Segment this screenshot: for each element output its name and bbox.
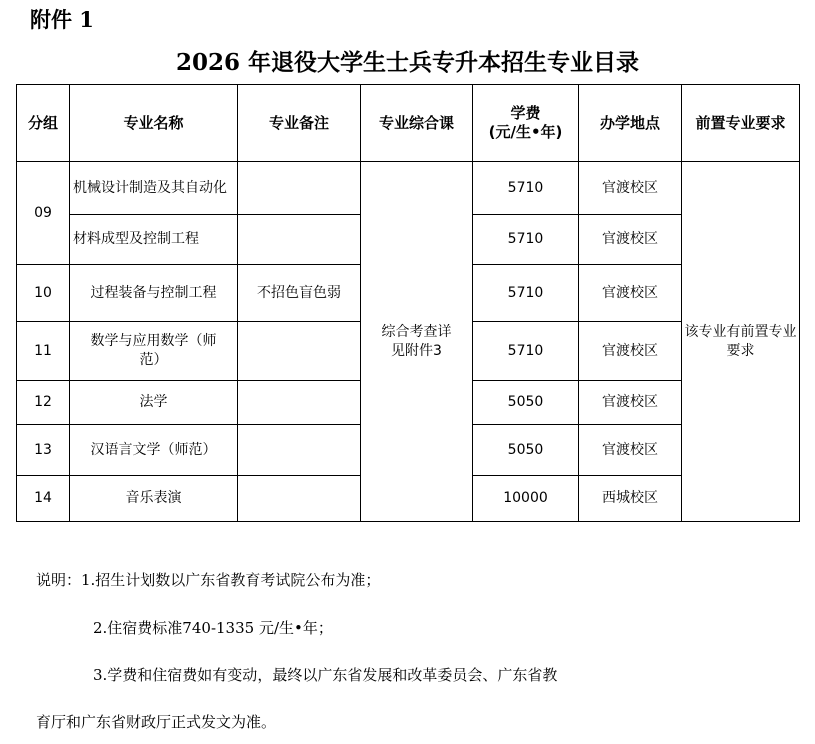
- fee-cell: 5050: [473, 425, 579, 476]
- major-text: 数学与应用数学（师范）: [90, 333, 217, 368]
- remark-cell: [238, 162, 361, 215]
- remark-cell: [238, 322, 361, 381]
- table-header-row: [17, 85, 800, 162]
- page-title: 2026 年退役大学生士兵专升本招生专业目录: [175, 49, 640, 76]
- group-cell: 14: [17, 476, 70, 522]
- remark-cell: [238, 381, 361, 425]
- header-fee-line1: 学费: [510, 104, 541, 122]
- note-3: 3.学费和住宿费如有变动，最终以广东省发展和改革委员会、广东省教: [93, 666, 558, 684]
- location-cell: 官渡校区: [579, 162, 682, 215]
- group-cell: 12: [17, 381, 70, 425]
- header-prereq: 前置专业要求: [682, 85, 800, 162]
- header-location: 办学地点: [579, 85, 682, 162]
- group-cell: 09: [17, 162, 70, 265]
- group-cell: 13: [17, 425, 70, 476]
- location-cell: 官渡校区: [579, 381, 682, 425]
- fee-cell: 5050: [473, 381, 579, 425]
- note-1: 说明：1.招生计划数以广东省教育考试院公布为准；: [36, 571, 381, 589]
- major-cell: 机械设计制造及其自动化: [70, 162, 238, 215]
- attachment-label: 附件 1: [30, 7, 94, 32]
- location-cell: 官渡校区: [579, 322, 682, 381]
- major-catalog-table: [16, 84, 800, 522]
- exam-cell: [361, 162, 473, 522]
- location-cell: 西城校区: [579, 476, 682, 522]
- remark-cell: 不招色盲色弱: [238, 265, 361, 322]
- note-4: 育厅和广东省财政厅正式发文为准。: [36, 713, 277, 731]
- fee-cell: 5710: [473, 265, 579, 322]
- fee-cell: 5710: [473, 322, 579, 381]
- group-cell: 10: [17, 265, 70, 322]
- major-cell: [70, 322, 238, 381]
- remark-cell: [238, 425, 361, 476]
- header-major: 专业名称: [70, 85, 238, 162]
- fee-cell: 10000: [473, 476, 579, 522]
- prereq-cell: [682, 162, 800, 522]
- header-fee-line2: (元/生•年): [488, 123, 563, 141]
- remark-cell: [238, 215, 361, 265]
- major-cell: 音乐表演: [70, 476, 238, 522]
- location-cell: 官渡校区: [579, 215, 682, 265]
- group-cell: 11: [17, 322, 70, 381]
- prereq-text: 该专业有前置专业要求: [684, 323, 797, 359]
- major-cell: 材料成型及控制工程: [70, 215, 238, 265]
- header-group: 分组: [17, 85, 70, 162]
- major-cell: 法学: [70, 381, 238, 425]
- header-remark: 专业备注: [238, 85, 361, 162]
- fee-cell: 5710: [473, 162, 579, 215]
- header-exam: 专业综合课: [361, 85, 473, 162]
- header-fee: [473, 85, 579, 162]
- remark-cell: [238, 476, 361, 522]
- note-2: 2.住宿费标准740-1335 元/生•年；: [93, 619, 333, 637]
- fee-cell: 5710: [473, 215, 579, 265]
- table-row: [17, 162, 800, 215]
- major-cell: 过程装备与控制工程: [70, 265, 238, 322]
- major-cell: 汉语言文学（师范）: [70, 425, 238, 476]
- location-cell: 官渡校区: [579, 265, 682, 322]
- location-cell: 官渡校区: [579, 425, 682, 476]
- exam-text: 综合考查详见附件3: [381, 323, 452, 359]
